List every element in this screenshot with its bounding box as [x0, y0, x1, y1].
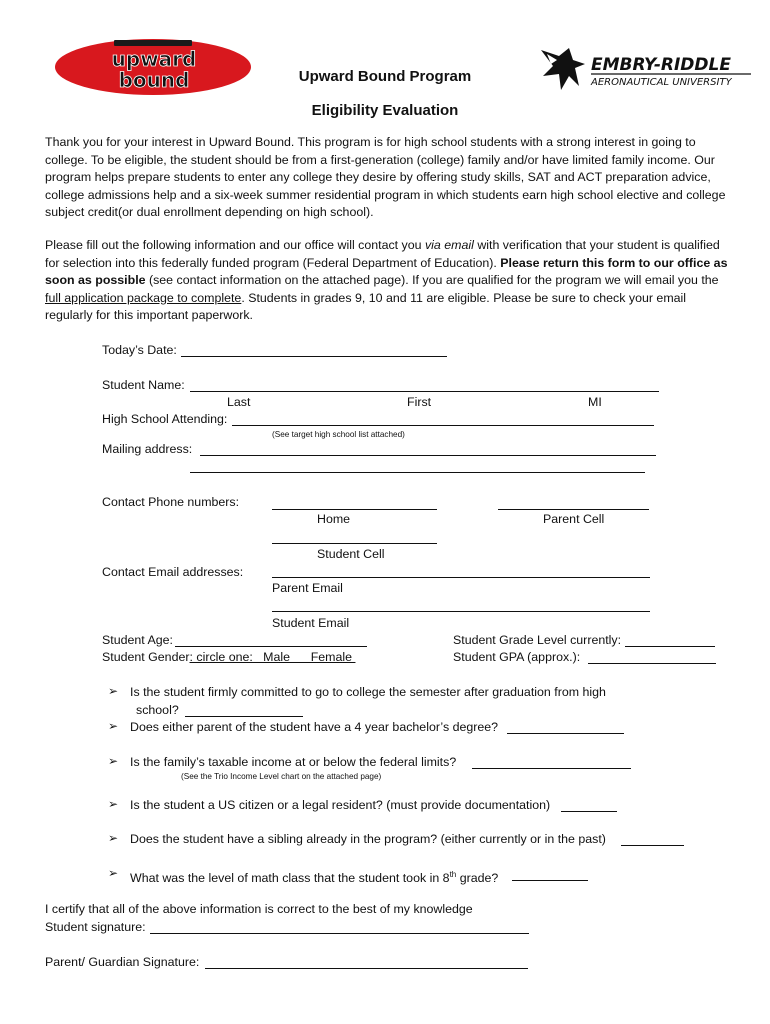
arrow-bullet-icon: ➢: [108, 866, 119, 880]
high-school-note: (See target high school list attached): [272, 430, 405, 439]
contact-phone-label: Contact Phone numbers:: [102, 495, 240, 509]
student-grade-label: Student Grade Level currently:: [453, 633, 622, 647]
high-school-label: High School Attending:: [102, 412, 228, 426]
student-age-field[interactable]: [175, 646, 367, 647]
student-signature-label: Student signature:: [45, 920, 146, 934]
student-gender-options[interactable]: : circle one: Male Female: [189, 650, 356, 664]
question-college-commitment-cont: school?: [136, 703, 179, 717]
question-citizenship: Is the student a US citizen or a legal resident? (must provide documentation): [130, 798, 551, 812]
student-email-caption: Student Email: [272, 616, 350, 630]
intro-paragraph-2: [45, 237, 735, 325]
student-cell-field[interactable]: [272, 543, 437, 544]
student-name-field[interactable]: [190, 391, 659, 392]
student-age-label: Student Age:: [102, 633, 173, 647]
certify-statement: I certify that all of the above information is correct to the best of my knowledge: [45, 902, 473, 916]
todays-date-label: Today’s Date:: [102, 343, 177, 357]
math-class-superscript: th: [449, 870, 457, 879]
todays-date-field[interactable]: [181, 356, 447, 357]
math-class-field[interactable]: [512, 880, 588, 881]
parent-email-caption: Parent Email: [272, 581, 343, 595]
home-phone-field[interactable]: [272, 509, 437, 510]
parent-degree-field[interactable]: [507, 733, 624, 734]
question-math-class: [130, 866, 498, 888]
question-parent-degree: Does either parent of the student have a 4 year bachelor’s degree?: [130, 720, 499, 734]
citizenship-field[interactable]: [561, 811, 617, 812]
intro-p2-c: with verification that your student is qualified for selection into this federally funded program (Federal Department of Education).: [45, 238, 720, 270]
question-sibling: Does the student have a sibling already in the program? (either currently or in the past): [130, 832, 606, 846]
student-gender-row: [102, 649, 355, 667]
income-chart-note: (See the Trio Income Level chart on the attached page): [181, 772, 382, 781]
student-grade-field[interactable]: [625, 646, 715, 647]
math-class-text-a: What was the level of math class that the student took in 8: [130, 871, 450, 886]
student-signature-field[interactable]: [150, 933, 529, 934]
arrow-bullet-icon: ➢: [108, 797, 119, 811]
intro-paragraph-1: Thank you for your interest in Upward Bound. This program is for high school students with a strong interest in going to college. To be eligible, the student should be from a first-generation (college) family and/or have limited family income. Our program helps prepare students to enter any college they desire by offering study skills, SAT and ACT preparation advice, college admissions help and a six-week summer residential program in which students earn high school elective and college subject credit(or dual enrollment depending on high school).: [45, 135, 726, 220]
parent-cell-field[interactable]: [498, 509, 649, 510]
parent-signature-field[interactable]: [205, 968, 528, 969]
math-class-text-b: grade?: [456, 871, 499, 886]
arrow-bullet-icon: ➢: [108, 719, 119, 733]
intro-p2-via-email: via email: [424, 238, 474, 252]
student-email-field[interactable]: [272, 611, 650, 612]
high-school-field[interactable]: [232, 425, 654, 426]
svg-text:upward: upward: [111, 47, 197, 71]
contact-email-label: Contact Email addresses:: [102, 565, 244, 579]
erau-sub-text: AERONAUTICAL UNIVERSITY: [590, 77, 732, 88]
parent-email-field[interactable]: [272, 577, 650, 578]
parent-cell-caption: Parent Cell: [543, 512, 605, 526]
question-college-commitment: Is the student firmly committed to go to college the semester after graduation from high: [130, 685, 606, 699]
parent-signature-label: Parent/ Guardian Signature:: [45, 955, 200, 969]
student-name-first-caption: First: [407, 395, 432, 409]
page-subtitle: Eligibility Evaluation: [311, 102, 459, 119]
student-cell-caption: Student Cell: [317, 547, 385, 561]
svg-text:bound: bound: [118, 68, 190, 92]
mailing-address-label: Mailing address:: [102, 442, 193, 456]
mailing-address-field-1[interactable]: [200, 455, 656, 456]
intro-p2-application-package: full application package to complete: [45, 290, 242, 305]
arrow-bullet-icon: ➢: [108, 754, 119, 768]
student-gpa-label: Student GPA (approx.):: [453, 650, 581, 664]
student-gpa-field[interactable]: [588, 663, 716, 664]
intro-p2-g: . Students in grades 9, 10 and 11 are eligible. Please be sure to check your email regularly for this important paperwork.: [45, 290, 687, 323]
home-phone-caption: Home: [317, 512, 351, 526]
sibling-field[interactable]: [621, 845, 684, 846]
student-name-mi-caption: MI: [588, 395, 602, 409]
arrow-bullet-icon: ➢: [108, 831, 119, 845]
student-name-label: Student Name:: [102, 378, 185, 392]
erau-name-text: EMBRY-RIDDLE: [590, 55, 731, 75]
student-gender-label: Student Gender: [102, 650, 190, 664]
college-commitment-field[interactable]: [185, 716, 303, 717]
mailing-address-field-2[interactable]: [190, 472, 645, 473]
intro-p2-e: (see contact information on the attached page). If you are qualified for the program we will email you the: [145, 273, 719, 288]
family-income-field[interactable]: [472, 768, 631, 769]
question-family-income: Is the family’s taxable income at or below the federal limits?: [130, 755, 457, 769]
arrow-bullet-icon: ➢: [108, 684, 119, 698]
page-title: Upward Bound Program: [298, 68, 472, 85]
intro-p2-return-notice: Please return this form to our office as soon as possible: [45, 255, 728, 288]
student-name-last-caption: Last: [227, 395, 251, 409]
intro-p2-a: Please fill out the following information and our office will contact you: [45, 238, 425, 252]
